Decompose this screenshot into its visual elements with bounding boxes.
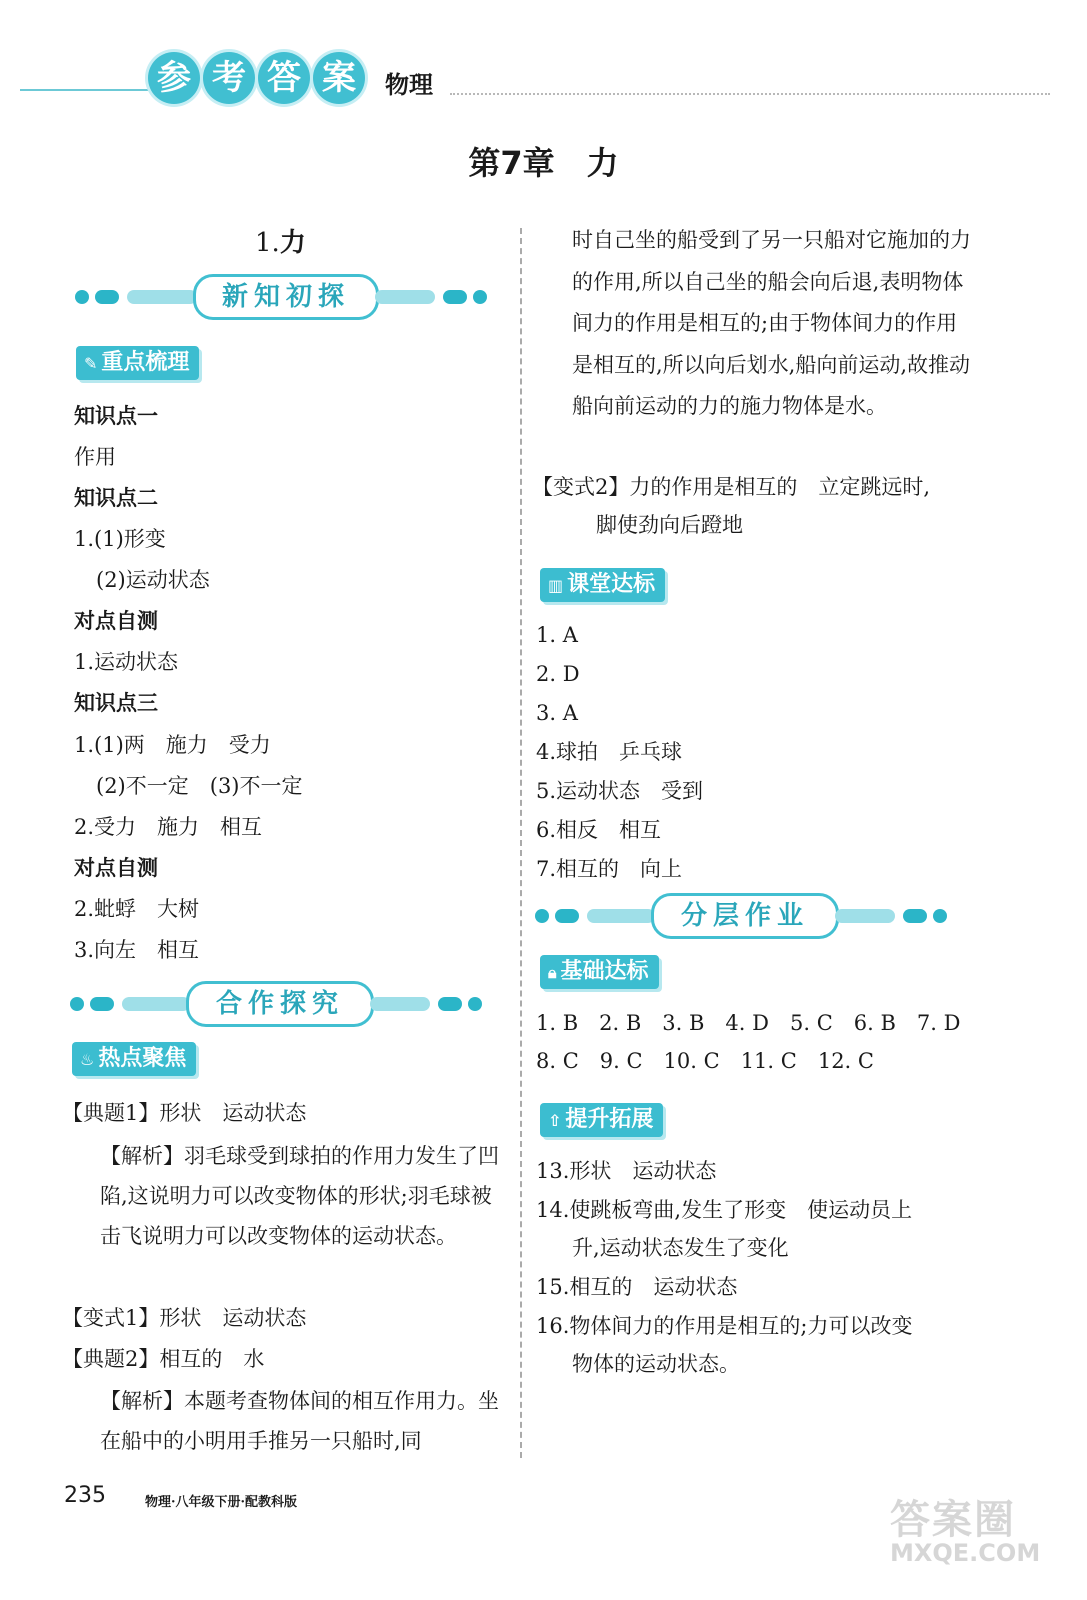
kp1-answer: 作用	[74, 445, 116, 469]
answer-item: 5.运动状态 受到	[536, 779, 704, 803]
banner-char: 答	[258, 52, 310, 104]
section-title	[255, 222, 306, 259]
header-dotted-rule	[450, 93, 1050, 95]
chapter-title: 第7章 力	[468, 144, 619, 182]
answer-item: 3. A	[536, 701, 578, 725]
ribbon-new-knowledge	[75, 274, 490, 318]
self-test-answer: 2.蚍蜉 大树	[74, 897, 200, 921]
kp3-heading: 知识点三	[74, 691, 158, 715]
self-test-answer: 1.运动状态	[74, 650, 179, 674]
variant-2-answer: 【变式2】力的作用是相互的 立定跳远时,	[532, 475, 931, 499]
flame-icon: ♨	[80, 1050, 95, 1069]
answer-item-cont: 升,运动状态发生了变化	[572, 1236, 789, 1260]
header-rule	[20, 89, 160, 91]
ribbon-label: 合作探究	[186, 981, 374, 1027]
answer-item: 1. A	[536, 623, 578, 647]
book-info: 物理·八年级下册·配教科版	[145, 1495, 298, 1510]
kp3-answer-1: 1.(1)两 施力 受力	[74, 733, 271, 757]
tag-hot-focus: ♨ 热点聚焦	[72, 1042, 196, 1076]
column-divider	[520, 228, 522, 1458]
banner-char: 参	[148, 52, 200, 104]
variant-1-answer: 【变式1】形状 运动状态	[62, 1306, 307, 1330]
example-2-explanation-cont: 时自己坐的船受到了另一只船对它施加的力的作用,所以自己坐的船会向后退,表明物体间力的作用是相互的;由于物体间力的作用是相互的,所以向后划水,船向前运动,故推动船向前运动的力的施力物体是水。	[572, 228, 971, 418]
example-1-explanation: 【解析】羽毛球受到球拍的作用力发生了凹陷,这说明力可以改变物体的形状;羽毛球被击飞说明力可以改变物体的运动状态。	[100, 1144, 499, 1248]
answer-item: 13.形状 运动状态	[536, 1159, 717, 1183]
lock-icon: 🔒︎	[548, 963, 557, 982]
answer-item: 15.相互的 运动状态	[536, 1275, 738, 1299]
answer-item: 2. D	[536, 662, 580, 686]
kp3-answer-2: (2)不一定 (3)不一定	[96, 774, 303, 798]
example-2-answer: 【典题2】相互的 水	[62, 1347, 265, 1371]
subject-label: 物理	[385, 71, 433, 99]
watermark-logo: 答案圈 MXQE.COM	[890, 1497, 1041, 1567]
banner-char: 考	[203, 52, 255, 104]
tag-key-points: ✎ 重点梳理	[76, 346, 199, 380]
example-1-answer: 【典题1】形状 运动状态	[62, 1101, 307, 1125]
basic-answers-row: 8. C 9. C 10. C 11. C 12. C	[536, 1049, 874, 1073]
book-icon: ▥	[548, 576, 564, 595]
self-test-heading: 对点自测	[74, 856, 158, 880]
self-test-heading: 对点自测	[74, 609, 158, 633]
tag-improve: ⇧ 提升拓展	[540, 1103, 663, 1137]
section-name: 力	[279, 228, 306, 258]
self-test-answer: 3.向左 相互	[74, 938, 200, 962]
ribbon-label: 分层作业	[651, 893, 839, 939]
answer-item: 4.球拍 乒乓球	[536, 740, 683, 764]
answer-item: 7.相互的 向上	[536, 857, 683, 881]
page-number: 235	[64, 1483, 106, 1508]
tag-basic-standard: 🔒︎ 基础达标	[540, 955, 659, 989]
answer-item: 14.使跳板弯曲,发生了形变 使运动员上	[536, 1198, 913, 1222]
banner-char: 案	[313, 52, 365, 104]
section-number: 1.	[255, 228, 280, 258]
example-2-explanation: 【解析】本题考查物体间的相互作用力。坐在船中的小明用手推另一只船时,同	[100, 1389, 499, 1453]
pencil-icon: ✎	[84, 354, 98, 373]
kp1-heading: 知识点一	[74, 404, 158, 428]
kp2-heading: 知识点二	[74, 486, 158, 510]
ribbon-cooperate	[70, 981, 485, 1025]
basic-answers-row: 1. B 2. B 3. B 4. D 5. C 6. B 7. D	[536, 1011, 961, 1035]
kp3-answer-3: 2.受力 施力 相互	[74, 815, 263, 839]
kp2-answer-2: (2)运动状态	[96, 568, 210, 592]
variant-2-answer-cont: 脚使劲向后蹬地	[596, 513, 743, 537]
tag-class-standard: ▥ 课堂达标	[540, 568, 665, 602]
ribbon-layered	[535, 893, 950, 937]
answer-item: 16.物体间力的作用是相互的;力可以改变	[536, 1314, 913, 1338]
kp2-answer-1: 1.(1)形变	[74, 527, 166, 551]
answer-item-cont: 物体的运动状态。	[572, 1352, 740, 1376]
ribbon-label: 新知初探	[193, 274, 379, 320]
answer-item: 6.相反 相互	[536, 818, 662, 842]
up-arrow-icon: ⇧	[548, 1111, 562, 1130]
